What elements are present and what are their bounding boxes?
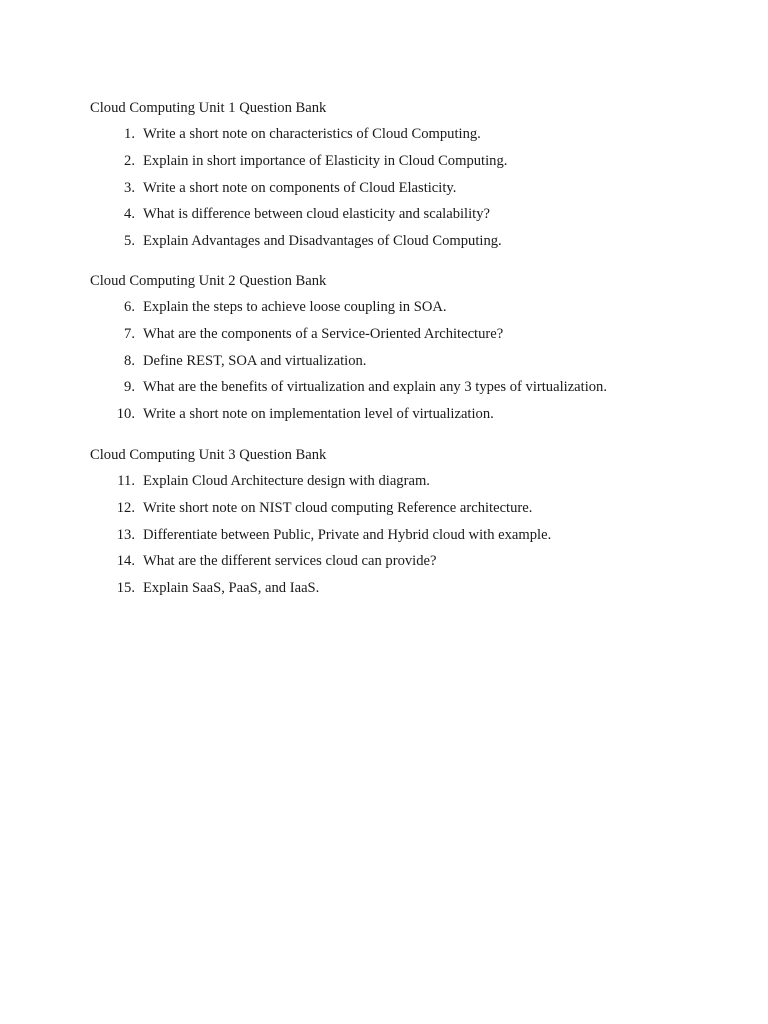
- question-number: 2.: [124, 152, 135, 169]
- question-item: [90, 232, 730, 250]
- question-item: [90, 405, 730, 423]
- question-text: Differentiate between Public, Private and Hybrid cloud with example.: [143, 526, 552, 543]
- question-text: Explain the steps to achieve loose coupling in SOA.: [143, 299, 447, 315]
- question-text: Explain Advantages and Disadvantages of Cloud Computing.: [143, 233, 502, 250]
- question-number: 9.: [124, 379, 135, 396]
- question-item: [90, 179, 730, 197]
- question-text: What is difference between cloud elasticity and scalability?: [143, 206, 491, 223]
- question-item: [90, 352, 730, 370]
- question-number: 1.: [124, 126, 135, 142]
- question-text: Explain SaaS, PaaS, and IaaS.: [143, 580, 320, 597]
- unit-2-question-list: [90, 298, 730, 423]
- unit-3-title: Cloud Computing Unit 3 Question Bank: [90, 447, 327, 463]
- question-item: [90, 205, 730, 223]
- unit-3-section: [90, 446, 730, 606]
- question-number: 3.: [124, 179, 135, 196]
- question-text: Define REST, SOA and virtualization.: [143, 352, 367, 369]
- question-item: [90, 499, 730, 517]
- question-text: What are the different services cloud can provide?: [143, 553, 437, 570]
- question-item: [90, 125, 730, 143]
- unit-2-section: [90, 272, 730, 432]
- question-item: [90, 152, 730, 170]
- question-text: Write a short note on implementation level of virtualization.: [143, 406, 494, 423]
- question-number: 10.: [116, 406, 135, 423]
- question-number: 4.: [124, 206, 135, 223]
- question-item: [90, 552, 730, 570]
- question-text: What are the components of a Service-Oriented Architecture?: [143, 325, 504, 342]
- question-number: 14.: [116, 553, 135, 570]
- unit-1-section: [90, 99, 730, 259]
- question-number: 5.: [124, 233, 135, 250]
- question-item: [90, 472, 730, 490]
- unit-2-title: Cloud Computing Unit 2 Question Bank: [90, 273, 327, 289]
- question-item: [90, 526, 730, 544]
- question-text: Explain Cloud Architecture design with diagram.: [143, 473, 430, 489]
- question-text: Write a short note on characteristics of Cloud Computing.: [143, 126, 481, 142]
- question-item: [90, 378, 730, 396]
- question-number: 12.: [116, 499, 135, 516]
- question-text: What are the benefits of virtualization and explain any 3 types of virtualization.: [143, 379, 607, 396]
- question-text: Write a short note on components of Cloud Elasticity.: [143, 179, 457, 196]
- question-number: 13.: [116, 526, 135, 543]
- question-text: Write short note on NIST cloud computing Reference architecture.: [143, 499, 533, 516]
- unit-1-title: Cloud Computing Unit 1 Question Bank: [90, 100, 327, 116]
- question-number: 8.: [124, 352, 135, 369]
- question-item: [90, 579, 730, 597]
- unit-1-question-list: [90, 125, 730, 250]
- question-number: 11.: [117, 473, 135, 489]
- question-number: 6.: [124, 299, 135, 315]
- question-item: [90, 325, 730, 343]
- unit-3-question-list: [90, 472, 730, 597]
- question-number: 15.: [116, 580, 135, 597]
- question-number: 7.: [124, 325, 135, 342]
- question-item: [90, 298, 730, 316]
- question-text: Explain in short importance of Elasticity in Cloud Computing.: [143, 152, 508, 169]
